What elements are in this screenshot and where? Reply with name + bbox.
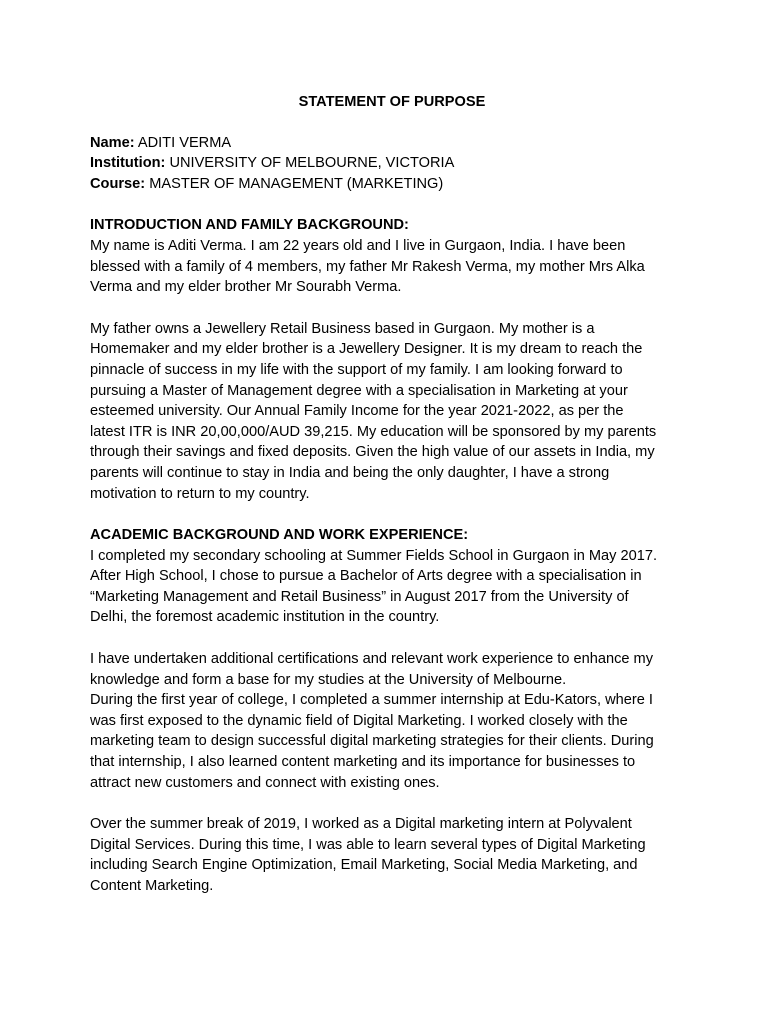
- text-line: Digital Services. During this time, I was able to learn several types of Digital Marketing: [90, 836, 646, 853]
- section-heading-academic: ACADEMIC BACKGROUND AND WORK EXPERIENCE:: [90, 527, 469, 544]
- text-line: through their savings and fixed deposits. Given the high value of our assets in India, my: [90, 444, 655, 461]
- section-heading-introduction: INTRODUCTION AND FAMILY BACKGROUND:: [90, 217, 409, 234]
- institution-field: [90, 153, 690, 174]
- document-content: [90, 92, 690, 897]
- text-line: Homemaker and my elder brother is a Jewellery Designer. It is my dream to reach the: [90, 341, 643, 358]
- text-line: I completed my secondary schooling at Summer Fields School in Gurgaon in May 2017.: [90, 547, 658, 564]
- text-line: Over the summer break of 2019, I worked as a Digital marketing intern at Polyvalent: [90, 816, 632, 833]
- text-line: Delhi, the foremost academic institution in the country.: [90, 609, 440, 626]
- institution-value: UNIVERSITY OF MELBOURNE, VICTORIA: [165, 155, 455, 172]
- text-line: knowledge and form a base for my studies at the University of Melbourne.: [90, 671, 567, 688]
- text-line: blessed with a family of 4 members, my father Mr Rakesh Verma, my mother Mrs Alka: [90, 258, 645, 275]
- course-label: Course:: [90, 175, 146, 192]
- text-line: Verma and my elder brother Mr Sourabh Verma.: [90, 279, 402, 296]
- text-line: esteemed university. Our Annual Family Income for the year 2021-2022, as per the: [90, 403, 624, 420]
- institution-label: Institution:: [90, 155, 166, 172]
- text-line: latest ITR is INR 20,00,000/AUD 39,215. My education will be sponsored by my parents: [90, 423, 657, 440]
- text-line: Content Marketing.: [90, 878, 214, 894]
- text-line: motivation to return to my country.: [90, 485, 310, 502]
- course-value: MASTER OF MANAGEMENT (MARKETING): [145, 175, 444, 192]
- text-line: parents will continue to stay in India and being the only daughter, I have a strong: [90, 464, 610, 481]
- document-title: STATEMENT OF PURPOSE: [298, 94, 486, 110]
- text-line: that internship, I also learned content marketing and its importance for businesses to: [90, 754, 636, 771]
- text-line: attract new customers and connect with existing ones.: [90, 774, 440, 791]
- text-line: including Search Engine Optimization, Email Marketing, Social Media Marketing, and: [90, 857, 638, 874]
- paragraph: [90, 546, 690, 628]
- paragraph: [90, 649, 690, 793]
- name-field: [90, 133, 690, 154]
- paragraph: [90, 236, 690, 298]
- text-line: “Marketing Management and Retail Business” in August 2017 from the University of: [90, 588, 629, 605]
- text-line: My father owns a Jewellery Retail Business based in Gurgaon. My mother is a: [90, 320, 595, 337]
- text-line: pursuing a Master of Management degree with a specialisation in Marketing at your: [90, 382, 628, 399]
- text-line: marketing team to design successful digital marketing strategies for their clients. During: [90, 733, 654, 750]
- text-line: After High School, I chose to pursue a Bachelor of Arts degree with a specialisation in: [90, 568, 642, 585]
- text-line: pinnacle of success in my life with the support of my family. I am looking forward to: [90, 361, 623, 378]
- paragraph: [90, 319, 690, 504]
- paragraph: [90, 814, 690, 896]
- text-line: During the first year of college, I completed a summer internship at Edu-Kators, where I: [90, 692, 653, 709]
- course-field: [90, 174, 690, 195]
- applicant-details: [90, 133, 690, 195]
- text-line: I have undertaken additional certifications and relevant work experience to enhance my: [90, 651, 654, 668]
- text-line: My name is Aditi Verma. I am 22 years old and I live in Gurgaon, India. I have been: [90, 237, 626, 254]
- name-value: ADITI VERMA: [134, 134, 232, 151]
- name-label: Name:: [90, 134, 135, 151]
- text-line: was first exposed to the dynamic field of Digital Marketing. I worked closely with the: [90, 712, 628, 729]
